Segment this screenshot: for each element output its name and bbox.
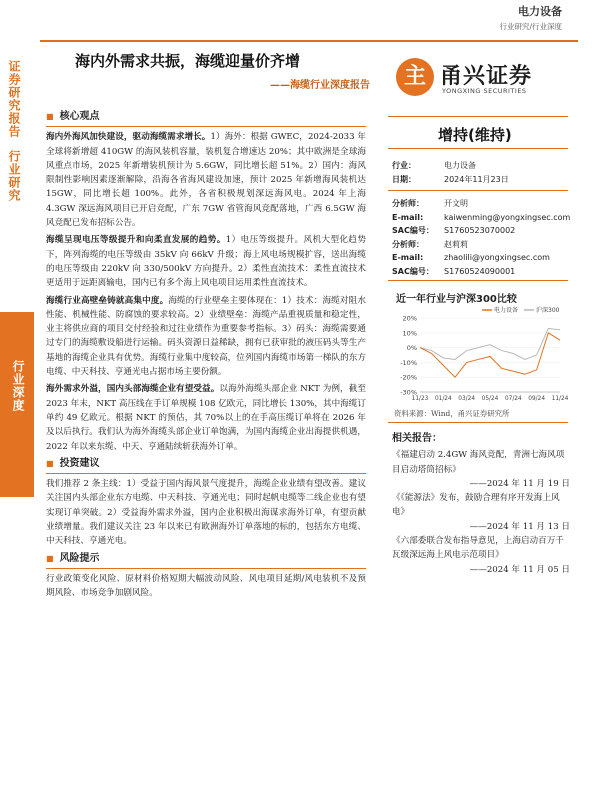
chart-title: 近一年行业与沪深300比较 <box>396 294 517 305</box>
core-p3-lead: 海缆行业高壁垒铸就高集中度。 <box>46 295 169 306</box>
related-reports <box>392 432 570 577</box>
x-tick-label: 11/24 <box>551 396 568 402</box>
core-paragraph-1 <box>46 130 366 230</box>
section-heading-invest: ■ 投资建议 <box>46 457 366 474</box>
series-line-power-equipment <box>420 333 560 377</box>
y-tick-label: 10% <box>402 329 417 338</box>
risk-paragraph: 行业政策变化风险、原材料价格短期大幅波动风险、风电项目延期/风电装机不及预期风险、市场竞争加剧风险。 <box>46 573 366 599</box>
rating-rule <box>388 148 568 149</box>
chart-source: 资料来源：Wind，甬兴证券研究所 <box>394 409 510 418</box>
legend-label: 沪深300 <box>536 307 560 315</box>
x-tick-label: 05/24 <box>481 396 499 402</box>
core-p4-body: 以海外海缆头部企业 NKT 为例，截至 2023 年末，NKT 高压线在手订单规模 108 亿欧元，同比增长 130%，其中海缆订单约 49 亿欧元。根据 NKT 的预估，其 70%以上的在手高压缆订单将在 2026 年及以后执行。我们认为海外海缆头部企业订单饱满，为国内海缆企业出海提供机遇，2022 年以来东缆、中天、亨通陆续斩获海外订单。 <box>46 384 366 452</box>
y-tick-label: 20% <box>402 314 417 323</box>
core-p2-lead: 海缆呈现电压等级提升和向柔直发展的趋势。 <box>46 235 226 246</box>
analyst-name: 开文明 <box>444 199 468 208</box>
email-key: E-mail: <box>392 212 424 222</box>
related-report-date: ——2024 年 11 月 19 日 <box>469 478 570 489</box>
info-rule <box>388 190 568 191</box>
core-paragraph-4 <box>46 382 366 453</box>
chart-rule <box>388 422 568 423</box>
core-p2-body: 1）电压等级提升。风机大型化趋势下，阵列海缆的电压等级由 35kV 向 66kV 升级；海上风电场规模扩容，送出海缆的电压等级由 220kV 向 330/500kV 方向提升。2）柔性直流技术：柔性直流技术更适用于远距离输电，国内已有多个海上风电项目运用柔性直流技术。 <box>46 235 366 289</box>
analyst-email-link[interactable]: zhaolili@yongxingsec.com <box>444 253 550 263</box>
main-content <box>46 108 366 604</box>
header-subcategory: 行业研究/行业深度 <box>499 22 562 31</box>
x-tick-label: 09/24 <box>528 396 546 402</box>
x-tick-label: 07/24 <box>504 396 522 402</box>
section-heading-core: ■ 核心观点 <box>46 110 366 127</box>
core-p3-body: 海缆的行业壁垒主要体现在：1）技术：海缆对阻水性能、机械性能、防腐蚀的要求较高。2）业绩壁垒：海缆产品重视质量和稳定性，业主将供应商的项目交付经验和过往业绩作为重要参考指标。3）码头：海缆需要通过专门的海缆敷设船进行运输。码头资源日益稀缺，拥有已获审批的液压码头等生产基地的海缆企业具有优势。海缆行业集中度较高，位列国内海缆市场第一梯队的东方电缆、中天科技、亨通光电占据市场主要份额。 <box>46 295 366 378</box>
related-report-date: ——2024 年 11 月 13 日 <box>469 521 570 532</box>
company-logo <box>396 58 566 102</box>
analyst-email-link[interactable]: kaiwenming@yongxingsec.com <box>444 212 571 222</box>
related-report-date: ——2024 年 11 月 05 日 <box>469 564 570 575</box>
x-tick-label: 11/23 <box>411 396 429 402</box>
logo-english-name: YONGXING SECURITIES <box>442 87 527 95</box>
analyst-name: 赵莉莉 <box>444 239 468 249</box>
industry-info <box>390 158 511 187</box>
report-subtitle: ——海缆行业深度报告 <box>270 80 370 91</box>
sac-key: SAC编号： <box>392 226 434 236</box>
section-heading-risk: ■ 风险提示 <box>46 552 366 569</box>
related-report-link[interactable]: 《六部委联合发布指导意见，上海启动百万千瓦级深远海上风电示范项目》 <box>392 536 564 561</box>
y-tick-label: 0% <box>406 344 417 353</box>
y-tick-label: -20% <box>400 373 417 382</box>
analyst-key: 分析师： <box>392 239 424 249</box>
core-paragraph-2 <box>46 233 366 290</box>
x-tick-label: 01/24 <box>434 396 452 402</box>
sac-number: S1760524090001 <box>444 266 516 276</box>
related-heading: 相关报告： <box>392 433 442 444</box>
date-value: 2024年11月23日 <box>444 174 509 184</box>
legend-label: 电力设备 <box>494 307 519 315</box>
header-divider <box>40 40 578 42</box>
core-p4-lead: 海外需求外溢，国内头部海缆企业有望受益。 <box>46 384 220 395</box>
header-category: 电力设备 <box>518 5 562 18</box>
date-key: 日期： <box>392 174 416 184</box>
right-top-rule <box>388 116 568 117</box>
sac-number: S1760523070002 <box>444 226 516 236</box>
sidebar-depth-label: 行业深度 <box>11 360 25 412</box>
logo-name: 甬兴证券 <box>440 64 533 89</box>
logo-mark-icon: 主 <box>396 58 434 96</box>
related-report-link[interactable]: 《《能源法》发布，鼓励合理有序开发海上风电》 <box>392 493 560 518</box>
sac-key: SAC编号： <box>392 266 434 276</box>
y-tick-label: -10% <box>400 358 417 367</box>
industry-value: 电力设备 <box>444 161 476 170</box>
industry-key: 行业： <box>392 161 416 170</box>
rating: 增持(维持) <box>438 126 512 144</box>
analyst-rule <box>388 280 568 281</box>
sidebar-report-type: 证券研究报告 <box>7 60 21 138</box>
header-right <box>499 3 562 32</box>
report-title: 海内外需求共振，海缆迎量价齐增 <box>75 52 301 70</box>
email-key: E-mail: <box>392 253 424 263</box>
invest-paragraph: 我们推荐 2 条主线：1）受益于国内海风景气度提升，海缆企业业绩有望改善。建议关注国内头部企业东方电缆、中天科技、亨通光电；同时起帆电缆等二线企业也有望实现订单突破。2）受益海外需求外溢，国内企业积极出海谋求海外订单，有望贡献业绩增量。我们建议关注 23 年以来已有欧洲海外订单落地的标的，包括东方电缆、中天科技、亨通光电。 <box>46 479 366 547</box>
analyst-info <box>390 196 572 280</box>
sidebar-research-type: 行业研究 <box>7 150 21 202</box>
core-p1-body: 1）海外：根据 GWEC，2024-2033 年全球将新增超 410GW 的海风装机容量，装机复合增速达 20%；其中欧洲是全球海风重点市场，2025 年新增装机预计为 5.6GW，同比增长超 51%。2）国内：海风限制性影响因素逐渐解除，沿海各省海风建设加速，预计 2025 年新增海风装机达 15GW，同比增长超 100%。此外，各省积极规划深远海风电。2024 年上海 4.3GW 深远海风项目已开启竞配，广东 7GW 省管海风竞配落地，广西 6.5GW 海风竞配已发布招标公告。 <box>46 132 366 229</box>
core-paragraph-3 <box>46 294 366 380</box>
y-tick-label: -30% <box>400 388 417 397</box>
core-p1-lead: 海内外海风加快建设，驱动海缆需求增长。 <box>46 132 211 143</box>
x-tick-label: 03/24 <box>458 396 476 402</box>
comparison-line-chart <box>390 306 568 406</box>
analyst-key: 分析师： <box>392 199 424 208</box>
related-report-link[interactable]: 《福建启动 2.4GW 海风竞配，青洲七海风项目启动塔筒招标》 <box>392 450 565 475</box>
